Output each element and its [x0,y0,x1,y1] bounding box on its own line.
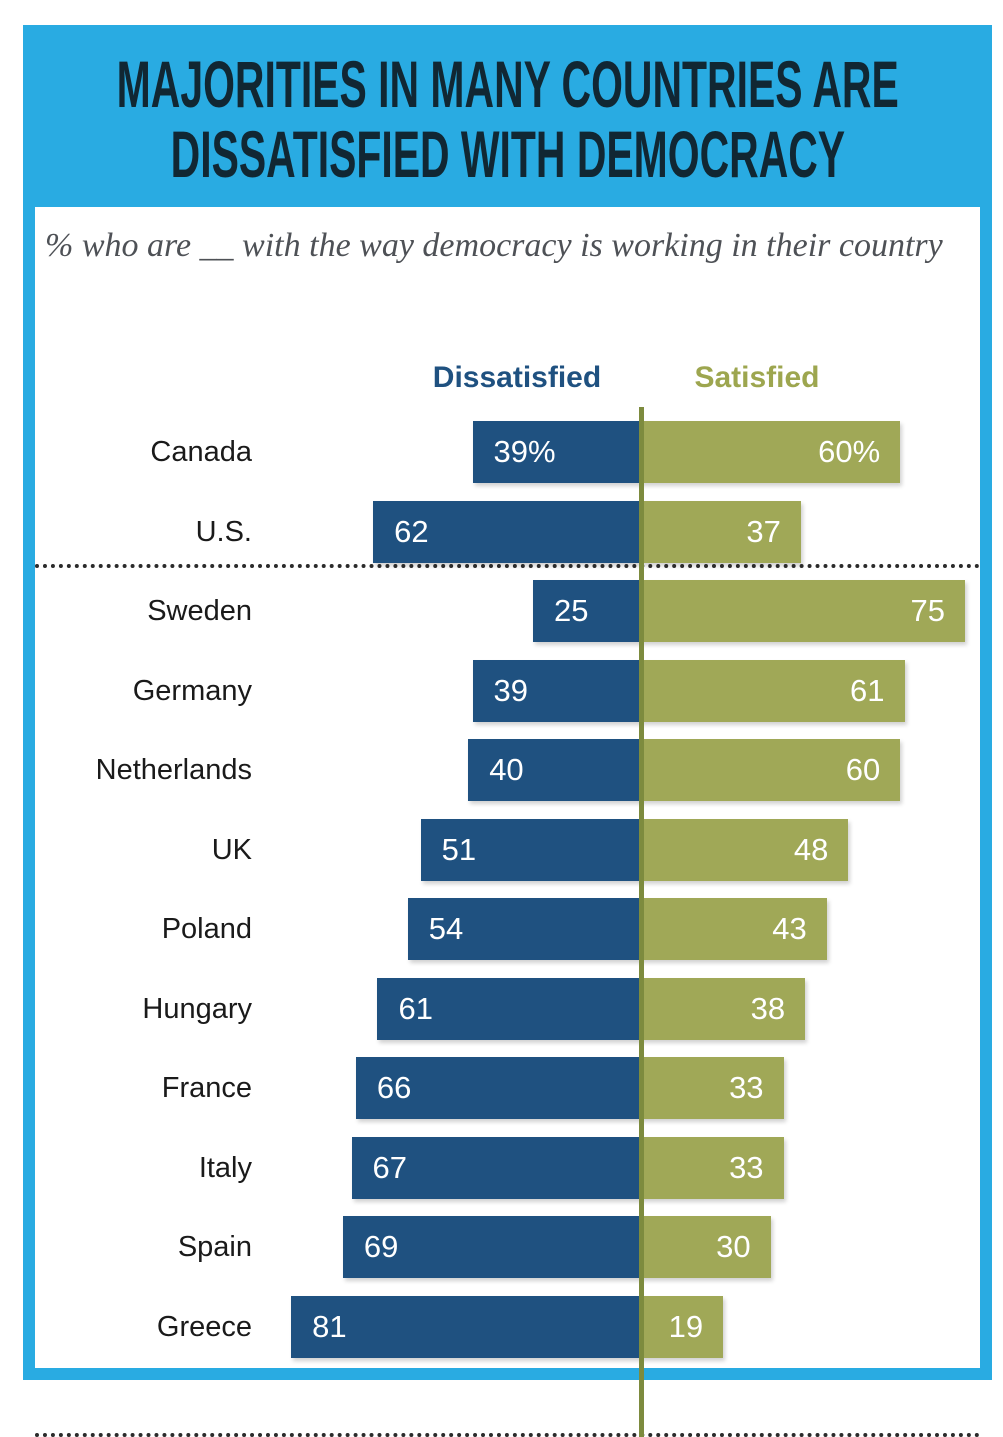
dissatisfied-value: 81 [312,1308,347,1344]
country-label: Canada [150,436,252,468]
dotted-separator-bottom [35,1433,980,1437]
header [23,25,992,207]
chart-row [35,819,980,881]
dissatisfied-value: 61 [398,990,433,1026]
dissatisfied-bar [473,421,641,483]
country-label: Poland [161,913,252,945]
satisfied-bar [641,580,965,642]
dissatisfied-bar [377,978,641,1040]
center-axis-line [639,407,644,1437]
chart-subtitle: % who are __ with the way democracy is working in their country [45,227,943,264]
satisfied-value: 33 [729,1149,764,1185]
satisfied-bar [641,898,827,960]
legend-dissatisfied: Dissatisfied [432,361,602,394]
satisfied-value: 48 [793,831,829,867]
chart-row [35,1216,980,1278]
satisfied-bar [641,1296,723,1358]
satisfied-value: 43 [772,911,807,946]
satisfied-value: 19 [668,1308,704,1344]
chart-row [35,1057,980,1119]
title-line-2: DISSATISFIED WITH DEMOCRACY [170,117,845,191]
country-label: Italy [198,1151,252,1184]
chart-row [35,898,980,960]
dissatisfied-bar [468,739,641,801]
satisfied-value: 33 [729,1070,764,1105]
chart-row [35,739,980,801]
country-label: Greece [156,1310,252,1343]
satisfied-bar [641,1216,771,1278]
chart-row [35,421,980,483]
dissatisfied-value: 40 [489,752,524,787]
dissatisfied-value: 39% [493,434,556,469]
satisfied-bar [641,1057,784,1119]
chart-panel [35,207,980,1368]
satisfied-value: 60% [818,434,881,469]
satisfied-value: 30 [716,1229,751,1264]
chart-row [35,660,980,722]
chart-row [35,580,980,642]
dissatisfied-bar [408,898,641,960]
chart-row [35,1137,980,1199]
country-label: Spain [177,1231,252,1263]
dissatisfied-bar [421,819,641,881]
chart-row [35,501,980,563]
dotted-separator-top [35,564,980,568]
satisfied-bar [641,421,900,483]
satisfied-bar [641,1137,784,1199]
dissatisfied-bar [356,1057,641,1119]
satisfied-value: 75 [910,593,945,628]
dissatisfied-bar [373,501,641,563]
infographic-frame [23,25,992,1380]
satisfied-bar [641,660,905,722]
dissatisfied-bar [343,1216,641,1278]
title-line-1: MAJORITIES IN MANY COUNTRIES ARE [116,47,899,121]
satisfied-bar [641,978,805,1040]
satisfied-value: 38 [750,990,786,1026]
dissatisfied-bar [533,580,641,642]
dissatisfied-value: 39 [493,672,528,708]
satisfied-bar [641,501,801,563]
satisfied-value: 37 [746,513,781,549]
dissatisfied-value: 54 [428,911,464,946]
dissatisfied-bar [352,1137,641,1199]
country-label: U.S. [195,515,252,548]
dissatisfied-value: 25 [554,593,589,628]
country-label: Netherlands [95,754,252,786]
satisfied-value: 60 [845,752,881,787]
diverging-bar-chart [35,207,980,1368]
dissatisfied-bar [473,660,641,722]
chart-row [35,978,980,1040]
satisfied-bar [641,739,900,801]
dissatisfied-value: 66 [376,1070,412,1105]
chart-row [35,1296,980,1358]
country-label: France [161,1072,252,1104]
country-label: Germany [132,674,252,707]
country-label: UK [211,833,252,866]
satisfied-bar [641,819,848,881]
dissatisfied-value: 51 [441,831,477,867]
dissatisfied-bar [291,1296,641,1358]
dissatisfied-value: 62 [394,513,429,549]
dissatisfied-value: 69 [363,1229,399,1264]
satisfied-value: 61 [850,672,885,708]
country-label: Hungary [142,992,252,1025]
country-label: Sweden [147,595,252,627]
legend-satisfied: Satisfied [694,361,820,394]
dissatisfied-value: 67 [372,1149,408,1185]
